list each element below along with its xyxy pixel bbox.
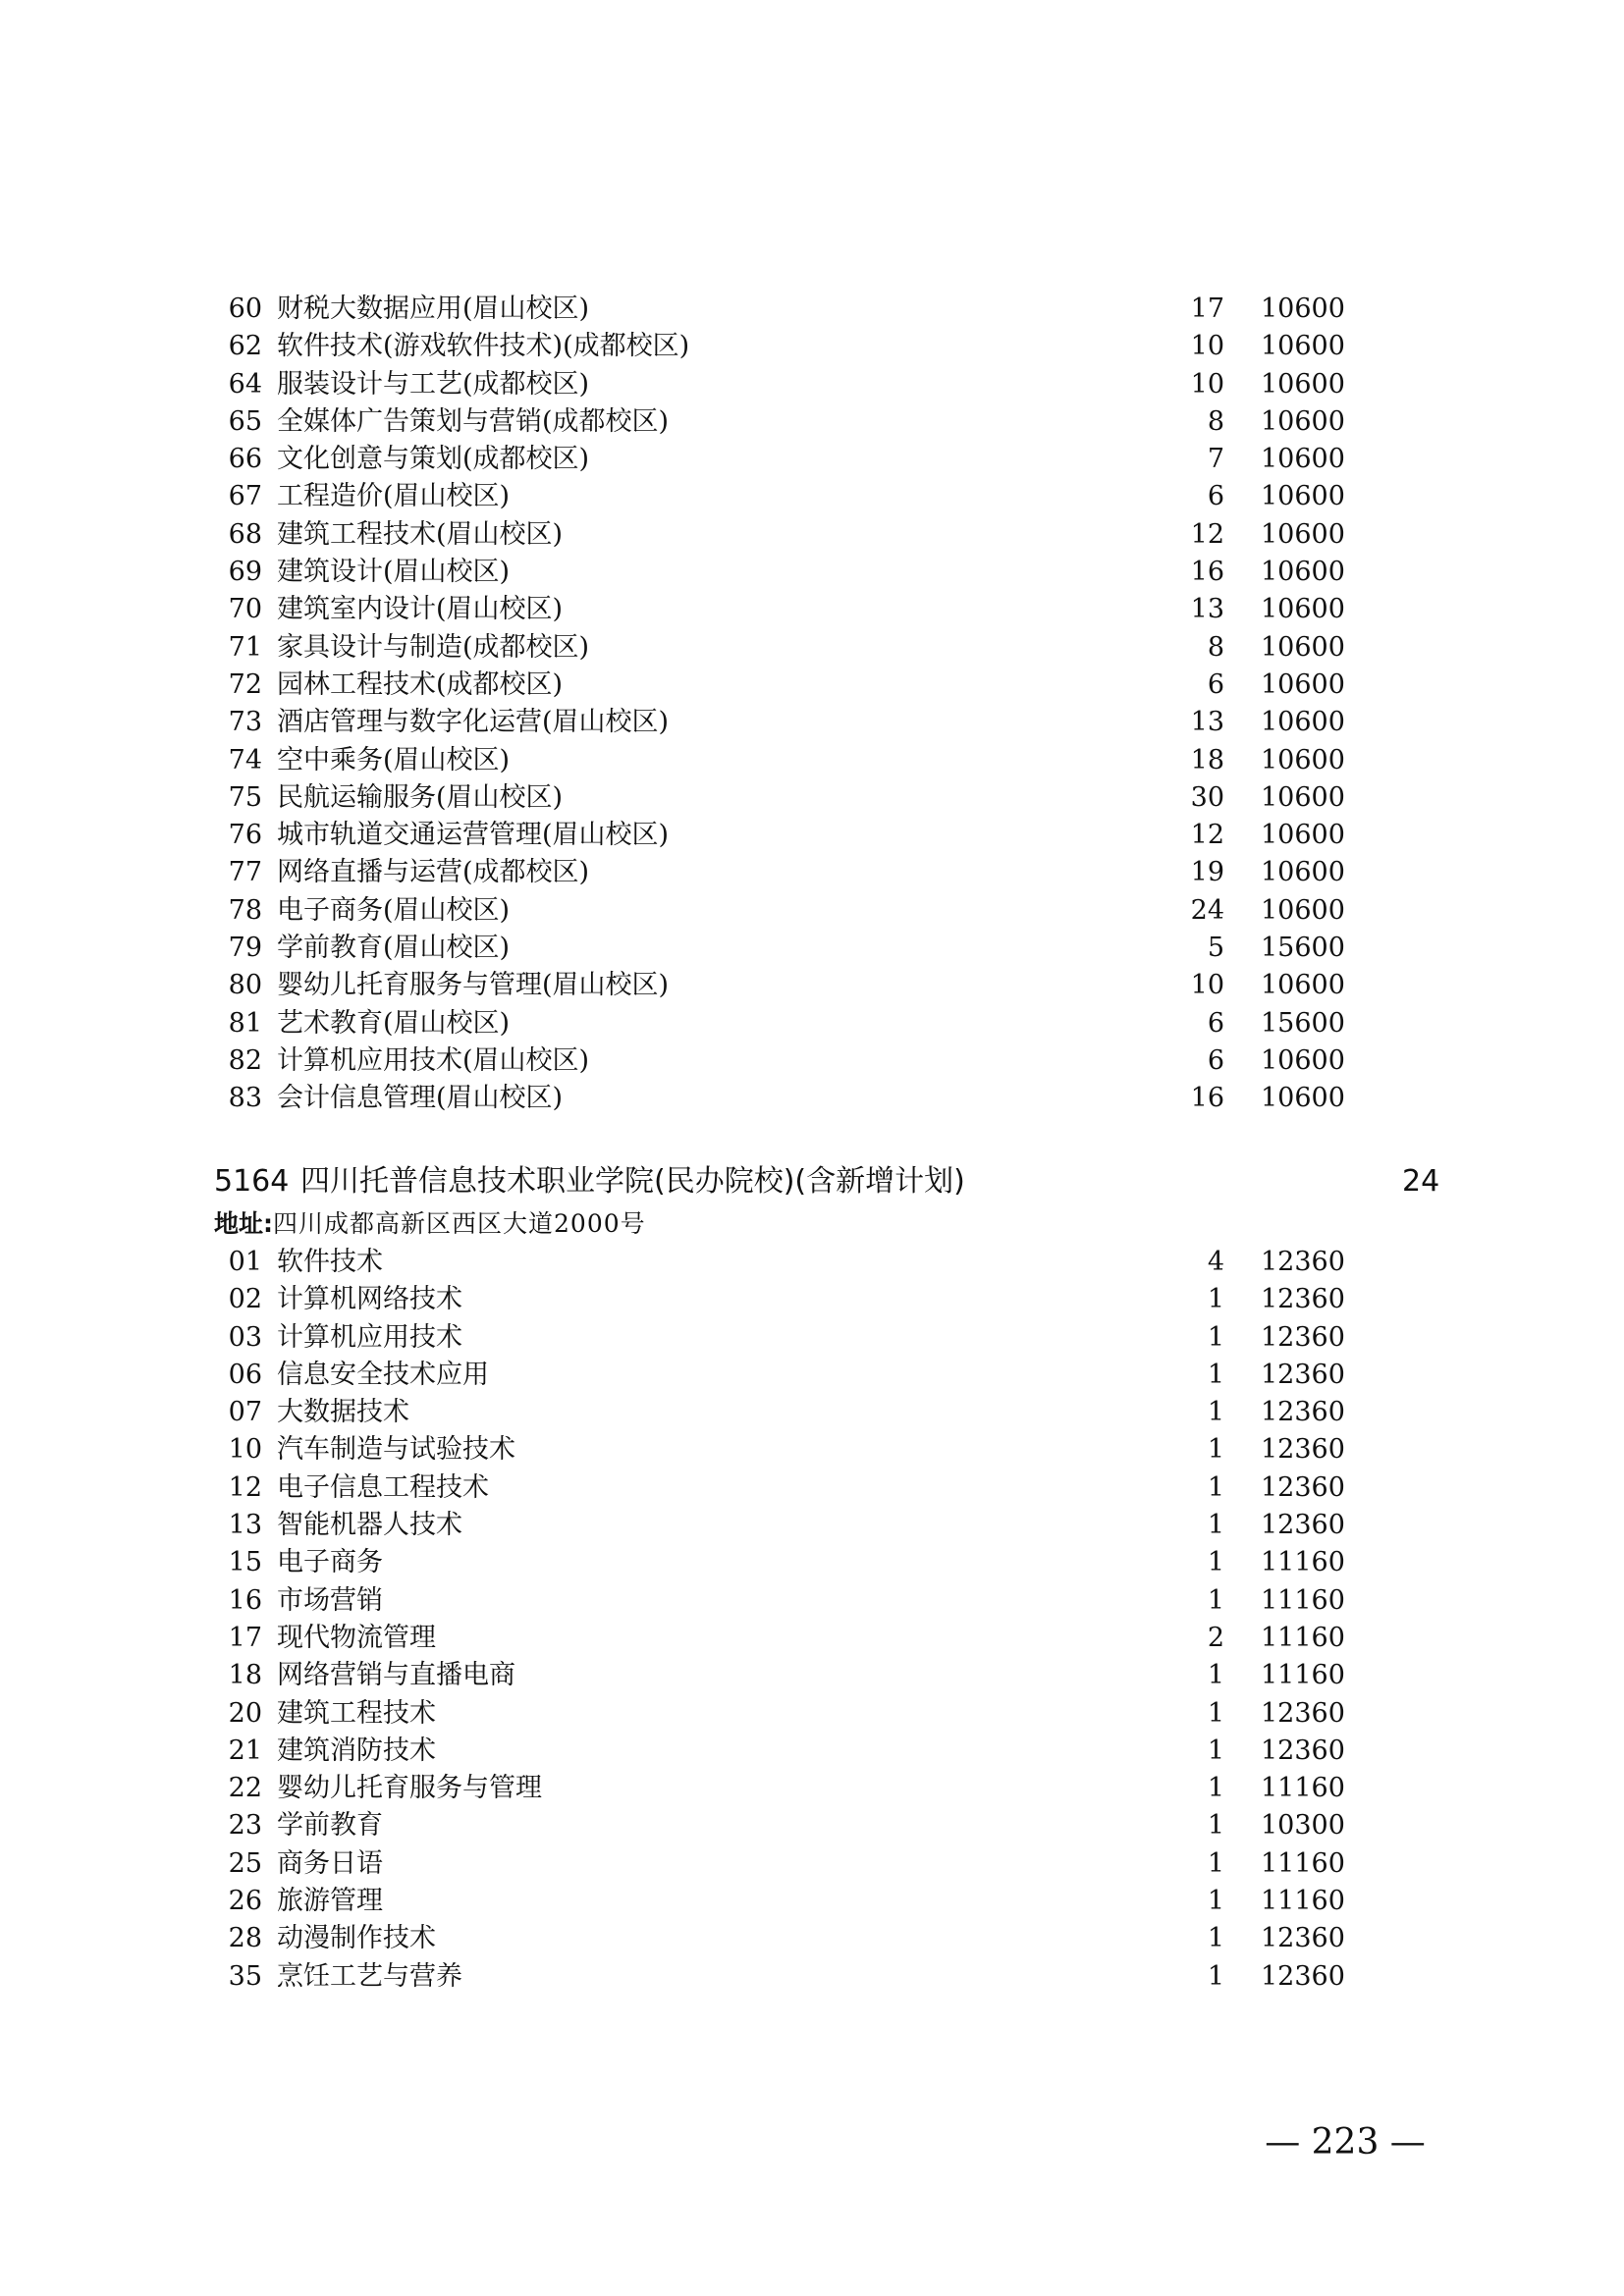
plan-count: 4 [1207,1247,1224,1277]
major-code: 16 [228,1584,262,1616]
major-name: 服装设计与工艺(成都校区) [277,368,590,400]
major-name: 建筑工程技术(眉山校区) [277,518,564,550]
tuition-fee: 12360 [1261,1321,1345,1353]
plan-count: 1 [1207,1735,1224,1766]
major-name: 烹饪工艺与营养 [277,1960,462,1992]
plan-count: 1 [1207,1547,1224,1578]
institution-name: 四川托普信息技术职业学院(民办院校)(含新增计划) [300,1164,965,1199]
major-code: 07 [228,1397,262,1428]
major-name: 计算机网络技术 [277,1284,462,1315]
major-code: 80 [228,970,262,1001]
tuition-fee: 11160 [1261,1547,1345,1578]
tuition-fee: 10600 [1261,857,1345,888]
plan-count: 6 [1207,1044,1224,1076]
table-row [0,1657,1624,1694]
major-code: 17 [228,1622,262,1653]
tuition-fee: 11160 [1261,1622,1345,1653]
plan-count: 13 [1190,594,1224,625]
major-name: 婴幼儿托育服务与管理 [277,1773,542,1804]
plan-count: 8 [1207,631,1224,663]
plan-count: 1 [1207,1284,1224,1315]
tuition-fee: 10600 [1261,668,1345,700]
table-row [0,1005,1624,1042]
tuition-fee: 12360 [1261,1284,1345,1315]
tuition-fee: 15600 [1261,933,1345,964]
plan-count: 6 [1207,668,1224,700]
table-row [0,1920,1624,1957]
plan-count: 17 [1190,294,1224,324]
major-code: 62 [228,331,262,362]
plan-count: 1 [1207,1359,1224,1390]
tuition-fee: 12360 [1261,1397,1345,1428]
tuition-fee: 12360 [1261,1923,1345,1954]
table-row [0,554,1624,591]
plan-count: 1 [1207,1434,1224,1466]
plan-count: 12 [1190,518,1224,550]
major-code: 15 [228,1547,262,1578]
major-code: 64 [228,368,262,400]
tuition-fee: 11160 [1261,1886,1345,1917]
major-name: 建筑消防技术 [277,1735,436,1766]
tuition-fee: 12360 [1261,1247,1345,1277]
major-code: 06 [228,1359,262,1390]
tuition-fee: 10600 [1261,820,1345,851]
tuition-fee: 10600 [1261,481,1345,512]
table-row [0,1507,1624,1544]
plan-count: 16 [1190,557,1224,588]
table-row [0,667,1624,704]
table-row [0,1394,1624,1431]
major-name: 学前教育 [277,1810,383,1842]
major-code: 02 [228,1284,262,1315]
plan-count: 19 [1190,857,1224,888]
tuition-fee: 11160 [1261,1847,1345,1879]
tuition-fee: 10600 [1261,594,1345,625]
table-row [0,328,1624,365]
major-name: 建筑室内设计(眉山校区) [277,594,564,625]
table-row [0,1469,1624,1507]
table-row [0,629,1624,667]
major-name: 商务日语 [277,1847,383,1879]
plan-count: 1 [1207,1886,1224,1917]
major-code: 76 [228,820,262,851]
major-name: 市场营销 [277,1584,383,1616]
tuition-fee: 11160 [1261,1773,1345,1804]
table-row [0,1281,1624,1318]
tuition-fee: 10600 [1261,1044,1345,1076]
tuition-fee: 10600 [1261,894,1345,926]
major-code: 69 [228,557,262,588]
table-row [0,516,1624,554]
major-code: 21 [228,1735,262,1766]
major-code: 35 [228,1960,262,1992]
page-number: — 223 — [1265,2122,1426,2163]
table-row [0,1431,1624,1468]
plan-count: 13 [1190,707,1224,738]
table-row [0,1544,1624,1581]
tuition-fee: 12360 [1261,1471,1345,1503]
table-row [0,1582,1624,1620]
major-name: 文化创意与策划(成都校区) [277,444,590,475]
plan-count: 1 [1207,1397,1224,1428]
table-row [0,1695,1624,1733]
tuition-fee: 10600 [1261,405,1345,437]
table-row [0,1807,1624,1844]
tuition-fee: 12360 [1261,1434,1345,1466]
table-row [0,779,1624,817]
tuition-fee: 10600 [1261,557,1345,588]
plan-count: 1 [1207,1847,1224,1879]
major-name: 酒店管理与数字化运营(眉山校区) [277,707,670,738]
major-name: 软件技术(游戏软件技术)(成都校区) [277,331,690,362]
plan-count: 10 [1190,368,1224,400]
major-name: 会计信息管理(眉山校区) [277,1083,564,1114]
major-name: 智能机器人技术 [277,1510,462,1541]
table-row [0,441,1624,478]
tuition-fee: 10600 [1261,781,1345,813]
plan-count: 1 [1207,1923,1224,1954]
table-row [0,1770,1624,1807]
major-name: 艺术教育(眉山校区) [277,1007,511,1039]
tuition-fee: 12360 [1261,1697,1345,1729]
major-code: 73 [228,707,262,738]
major-name: 现代物流管理 [277,1622,436,1653]
major-code: 13 [228,1510,262,1541]
institution-total: 24 [1402,1164,1440,1199]
table-row [0,742,1624,779]
institution-code: 5164 [214,1164,290,1199]
major-name: 计算机应用技术(眉山校区) [277,1044,590,1076]
major-code: 67 [228,481,262,512]
tuition-fee: 10600 [1261,294,1345,324]
major-code: 26 [228,1886,262,1917]
address-value: 四川成都高新区西区大道2000号 [273,1209,646,1238]
major-name: 动漫制作技术 [277,1923,436,1954]
table-row [0,591,1624,628]
tuition-fee: 10600 [1261,631,1345,663]
plan-count: 6 [1207,1007,1224,1039]
plan-count: 18 [1190,744,1224,775]
tuition-fee: 10600 [1261,331,1345,362]
major-code: 74 [228,744,262,775]
table-row [0,1357,1624,1394]
major-code: 25 [228,1847,262,1879]
tuition-fee: 12360 [1261,1960,1345,1992]
major-code: 23 [228,1810,262,1842]
table-row [0,704,1624,741]
major-code: 65 [228,405,262,437]
major-code: 75 [228,781,262,813]
major-name: 网络营销与直播电商 [277,1660,515,1691]
plan-count: 16 [1190,1083,1224,1114]
tuition-fee: 10600 [1261,1083,1345,1114]
major-name: 建筑设计(眉山校区) [277,557,511,588]
major-name: 网络直播与运营(成都校区) [277,857,590,888]
table-row [0,1883,1624,1920]
plan-count: 10 [1190,970,1224,1001]
plan-count: 1 [1207,1584,1224,1616]
major-code: 20 [228,1697,262,1729]
tuition-fee: 11160 [1261,1660,1345,1691]
major-code: 12 [228,1471,262,1503]
institution-address [214,1207,646,1241]
plan-count: 1 [1207,1660,1224,1691]
institution-header [214,1162,1490,1201]
plan-count: 24 [1190,894,1224,926]
major-code: 66 [228,444,262,475]
table-row [0,1733,1624,1770]
plan-count: 1 [1207,1773,1224,1804]
plan-count: 1 [1207,1321,1224,1353]
tuition-fee: 10600 [1261,707,1345,738]
major-name: 汽车制造与试验技术 [277,1434,515,1466]
tuition-fee: 10600 [1261,744,1345,775]
tuition-fee: 12360 [1261,1735,1345,1766]
major-code: 72 [228,668,262,700]
major-code: 78 [228,894,262,926]
section-a-table [0,291,1624,1118]
major-name: 城市轨道交通运营管理(眉山校区) [277,820,670,851]
plan-count: 6 [1207,481,1224,512]
tuition-fee: 12360 [1261,1359,1345,1390]
tuition-fee: 12360 [1261,1510,1345,1541]
table-row [0,366,1624,403]
major-name: 婴幼儿托育服务与管理(眉山校区) [277,970,670,1001]
plan-count: 12 [1190,820,1224,851]
major-name: 空中乘务(眉山校区) [277,744,511,775]
tuition-fee: 11160 [1261,1584,1345,1616]
major-code: 60 [228,294,262,324]
tuition-fee: 15600 [1261,1007,1345,1039]
plan-count: 1 [1207,1510,1224,1541]
major-name: 建筑工程技术 [277,1697,436,1729]
major-code: 68 [228,518,262,550]
plan-count: 30 [1190,781,1224,813]
tuition-fee: 10600 [1261,518,1345,550]
major-code: 79 [228,933,262,964]
table-row [0,478,1624,515]
major-name: 民航运输服务(眉山校区) [277,781,564,813]
major-code: 03 [228,1321,262,1353]
table-row [0,1042,1624,1080]
table-row [0,892,1624,930]
plan-count: 5 [1207,933,1224,964]
section-b-table [0,1244,1624,1996]
table-row [0,403,1624,441]
major-name: 财税大数据应用(眉山校区) [277,294,590,324]
major-name: 学前教育(眉山校区) [277,933,511,964]
major-name: 信息安全技术应用 [277,1359,489,1390]
table-row [0,1244,1624,1281]
tuition-fee: 10300 [1261,1810,1345,1842]
major-code: 71 [228,631,262,663]
table-row [0,1845,1624,1883]
major-name: 计算机应用技术 [277,1321,462,1353]
table-row [0,1319,1624,1357]
major-name: 软件技术 [277,1247,383,1277]
plan-count: 8 [1207,405,1224,437]
plan-count: 1 [1207,1960,1224,1992]
plan-count: 10 [1190,331,1224,362]
major-name: 电子商务 [277,1547,383,1578]
plan-count: 1 [1207,1471,1224,1503]
major-code: 81 [228,1007,262,1039]
major-code: 83 [228,1083,262,1114]
table-row [0,967,1624,1004]
major-code: 77 [228,857,262,888]
tuition-fee: 10600 [1261,444,1345,475]
table-row [0,1958,1624,1996]
major-code: 28 [228,1923,262,1954]
major-name: 电子商务(眉山校区) [277,894,511,926]
major-code: 70 [228,594,262,625]
table-row [0,854,1624,891]
major-name: 电子信息工程技术 [277,1471,489,1503]
major-code: 01 [228,1247,262,1277]
plan-count: 7 [1207,444,1224,475]
address-label: 地址: [214,1209,273,1238]
major-name: 全媒体广告策划与营销(成都校区) [277,405,670,437]
plan-count: 2 [1207,1622,1224,1653]
tuition-fee: 10600 [1261,970,1345,1001]
major-name: 旅游管理 [277,1886,383,1917]
plan-count: 1 [1207,1697,1224,1729]
tuition-fee: 10600 [1261,368,1345,400]
major-code: 10 [228,1434,262,1466]
table-row [0,291,1624,328]
major-name: 大数据技术 [277,1397,409,1428]
table-row [0,930,1624,967]
major-code: 82 [228,1044,262,1076]
table-row [0,1080,1624,1117]
major-name: 工程造价(眉山校区) [277,481,511,512]
major-name: 园林工程技术(成都校区) [277,668,564,700]
table-row [0,1620,1624,1657]
table-row [0,817,1624,854]
major-code: 22 [228,1773,262,1804]
major-code: 18 [228,1660,262,1691]
plan-count: 1 [1207,1810,1224,1842]
major-name: 家具设计与制造(成都校区) [277,631,590,663]
